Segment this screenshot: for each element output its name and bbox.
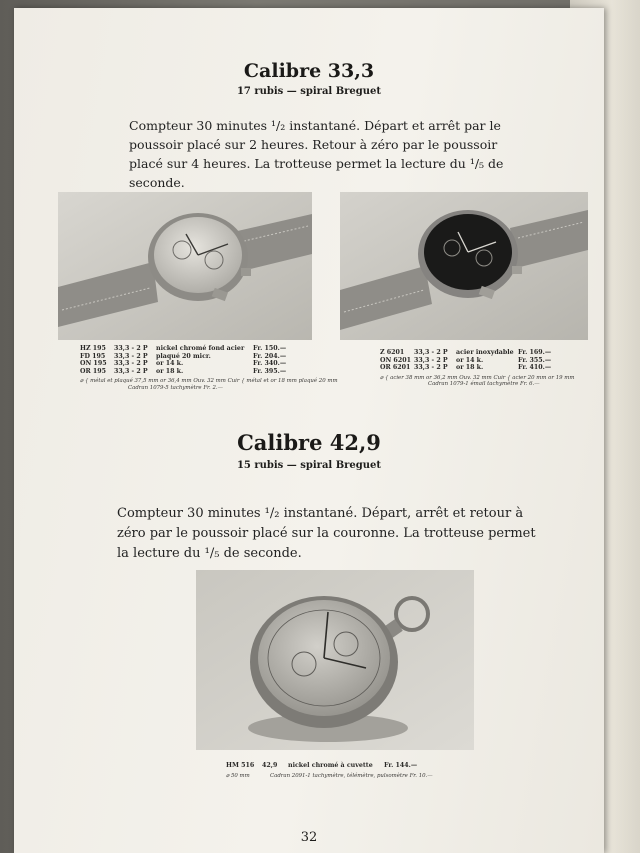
section2-title: Calibre 42,9 (237, 430, 381, 455)
spec-row: ON 6201 33,3 - 2 P or 14 k. Fr. 355.— (380, 356, 552, 364)
spec-row: OR 6201 33,3 - 2 P or 18 k. Fr. 410.— (380, 364, 552, 372)
spec-row: Z 6201 33,3 - 2 P acier inoxydable Fr. 169.— (380, 349, 552, 356)
chronograph-photo-silver (58, 192, 312, 340)
spec-row: OR 195 33,3 - 2 P or 18 k. Fr. 395.— (80, 367, 287, 375)
section1-subtitle: 17 rubis — spiral Breguet (236, 86, 382, 97)
page-number: 32 (300, 830, 318, 845)
section1-description: Compteur 30 minutes ¹/₂ instantané. Départ et arrêt par le poussoir placé sur 2 heures. Retour à zéro par le poussoir placé sur 4 heures. La trotteuse permet la lecture du ¹/₅ de seconde. (129, 118, 504, 190)
silver-wristwatch-image (58, 192, 312, 340)
pocket-spec-table (226, 762, 433, 779)
pocket-diameter-note: ⌀ 50 mm (226, 772, 250, 779)
section2-description: Compteur 30 minutes ¹/₂ instantané. Départ, arrêt et retour à zéro par le poussoir placé sur la couronne. La trotteuse permet la lecture du ¹/₅ de seconde. (117, 506, 536, 561)
section2-subtitle: 15 rubis — spiral Breguet (236, 460, 382, 471)
chronograph-photo-black (340, 192, 588, 340)
black-dial-wristwatch-image (340, 192, 588, 340)
section1-title: Calibre 33,3 (243, 60, 375, 82)
pocket-watch-image (196, 570, 474, 750)
right-dial-note: Cadran 1079-1 émail tachymètre Fr. 6.— (428, 381, 540, 388)
pocket-notes (226, 773, 433, 780)
left-dial-note: Cadran 1079-5 tachymètre Fr. 2.— (128, 384, 223, 391)
left-spec-table (80, 345, 338, 391)
pocket-dial-note: Cadran 2091-1 tachymètre, télémètre, pulsomètre Fr. 10.— (270, 772, 433, 779)
spec-row: HM 516 42,9 nickel chromé à cuvette Fr. 144.— (226, 762, 418, 769)
right-spec-table (380, 349, 575, 388)
right-dimensions-note: ⌀ { acier 38 mm or 36,2 mm Ouv. 32 mm Cuir { acier 20 mm or 19 mm (380, 374, 575, 381)
spec-row: ON 195 33,3 - 2 P or 14 k. Fr. 340.— (80, 360, 287, 368)
spec-row: FD 195 33,3 - 2 P plaqué 20 micr. Fr. 204.— (80, 352, 287, 360)
left-dimensions-note: ⌀ { métal et plaqué 37,5 mm or 36,4 mm Ouv. 32 mm Cuir { métal et or 18 mm plaqué 20 mm (80, 378, 338, 385)
catalog-page (14, 8, 604, 853)
spec-row: HZ 195 33,3 - 2 P nickel chromé fond acier Fr. 150.— (80, 345, 287, 352)
pocket-chronograph-photo (196, 570, 474, 750)
